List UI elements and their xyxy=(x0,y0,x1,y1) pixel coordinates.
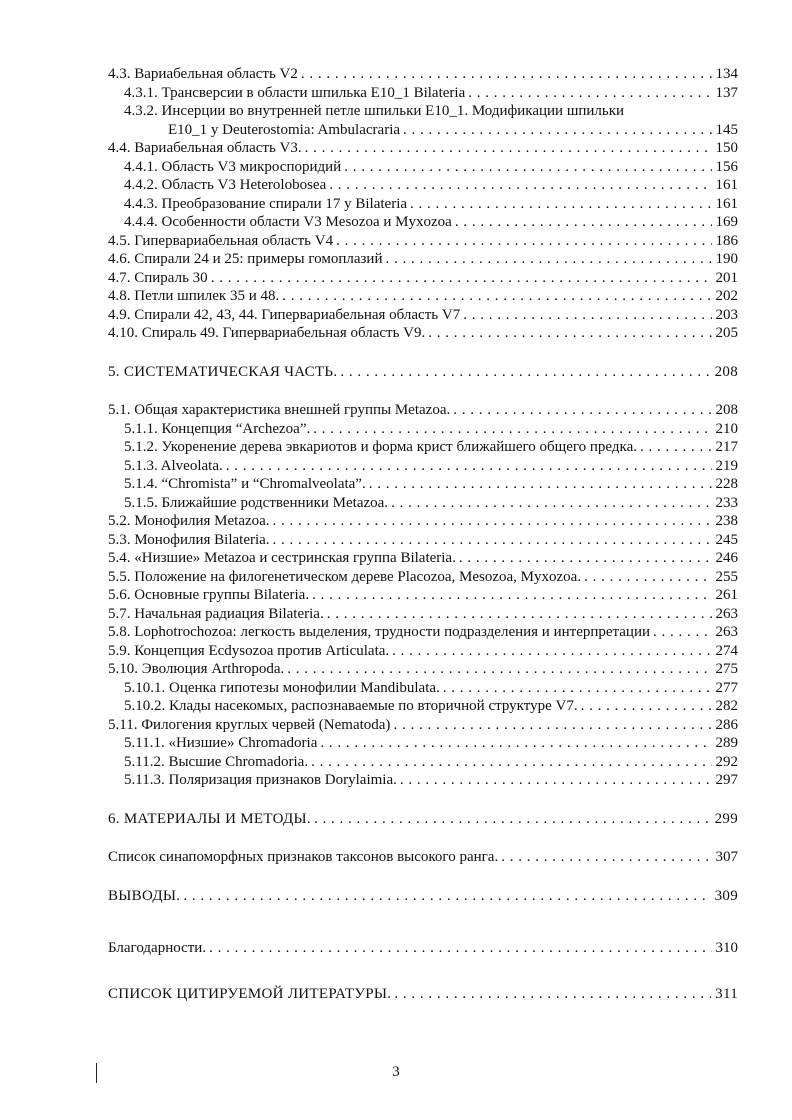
toc-entry-5-5 xyxy=(108,568,738,587)
toc-title: 5.1.3. Alveolata. xyxy=(124,457,226,476)
dot-leader xyxy=(584,568,711,587)
toc-entry-5-11-1 xyxy=(108,734,738,753)
toc-title: ВЫВОДЫ. xyxy=(108,887,183,906)
toc-entry-4-3-1 xyxy=(108,84,738,103)
toc-page: 246 xyxy=(712,549,739,568)
dot-leader xyxy=(305,139,712,158)
toc-page: 282 xyxy=(712,697,739,716)
toc-title: 5.2. Монофилия Metazoa. xyxy=(108,512,273,531)
toc-page: 134 xyxy=(712,65,739,84)
dot-leader xyxy=(501,848,711,867)
toc-title: 5.6. Основные группы Bilateria. xyxy=(108,586,312,605)
toc-title: 6. МАТЕРИАЛЫ И МЕТОДЫ. xyxy=(108,810,314,829)
toc-title: 5.9. Концепция Ecdysozoa против Articulata. xyxy=(108,642,392,661)
toc-page: 309 xyxy=(711,887,738,906)
toc-title: 5.1.4. “Chromista” и “Chromalveolata”. xyxy=(124,475,369,494)
dot-leader xyxy=(391,494,711,513)
toc-entry-conclusions xyxy=(108,887,738,906)
toc-entry-5-3 xyxy=(108,531,738,550)
dot-leader xyxy=(385,250,711,269)
toc-page: 274 xyxy=(712,642,739,661)
toc-title: 5.3. Монофилия Bilateria. xyxy=(108,531,273,550)
dot-leader xyxy=(394,985,711,1004)
dot-leader xyxy=(344,158,711,177)
toc-title: 5.10. Эволюция Arthropoda. xyxy=(108,660,287,679)
toc-page: 263 xyxy=(712,623,739,642)
toc-entry-5-1 xyxy=(108,401,738,420)
toc-page: 161 xyxy=(712,195,739,214)
toc-title: 5.1. Общая характеристика внешней группы Metazoa. xyxy=(108,401,453,420)
toc-title: 5.1.1. Концепция “Archezoa”. xyxy=(124,420,313,439)
toc-page: 275 xyxy=(712,660,739,679)
dot-leader xyxy=(400,771,712,790)
toc-page: 137 xyxy=(712,84,739,103)
toc-title: 5.11. Филогения круглых червей (Nematoda) xyxy=(108,716,393,735)
toc-title: 4.4.4. Особенности области V3 Mesozoa и Myxozoa xyxy=(124,213,455,232)
toc-page: 161 xyxy=(712,176,739,195)
toc-page: 233 xyxy=(712,494,739,513)
dot-leader xyxy=(282,287,711,306)
toc-title: 5. СИСТЕМАТИЧЕСКАЯ ЧАСТЬ. xyxy=(108,363,340,382)
dot-leader xyxy=(273,512,712,531)
toc-entry-5-1-2 xyxy=(108,438,738,457)
toc-title: 4.6. Спирали 24 и 25: примеры гомоплазий xyxy=(108,250,385,269)
toc-page: 150 xyxy=(712,139,739,158)
dot-leader xyxy=(336,232,711,251)
toc-title: 4.4. Вариабельная область V3. xyxy=(108,139,305,158)
dot-leader xyxy=(314,810,711,829)
toc-entry-5-9 xyxy=(108,642,738,661)
toc-entry-5-1-1 xyxy=(108,420,738,439)
dot-leader xyxy=(226,457,712,476)
toc-title: 4.10. Спираль 49. Гипервариабельная область V9. xyxy=(108,324,428,343)
toc-page: 203 xyxy=(712,306,739,325)
toc-page: 210 xyxy=(712,420,739,439)
toc-entry-4-4-3 xyxy=(108,195,738,214)
toc-entry-5-1-5 xyxy=(108,494,738,513)
toc-entry-4-8 xyxy=(108,287,738,306)
toc-page: 201 xyxy=(712,269,739,288)
dot-leader xyxy=(459,549,712,568)
dot-leader xyxy=(410,195,711,214)
toc-entry-5-11-3 xyxy=(108,771,738,790)
toc-page: 292 xyxy=(712,753,739,772)
toc-entry-4-6 xyxy=(108,250,738,269)
dot-leader xyxy=(273,531,712,550)
toc-title: Благодарности. xyxy=(108,939,209,958)
toc-title: 4.4.3. Преобразование спирали 17 у Bilateria xyxy=(124,195,410,214)
toc-entry-5-11 xyxy=(108,716,738,735)
dot-leader xyxy=(340,363,710,382)
toc-entry-4-4-4 xyxy=(108,213,738,232)
toc-page: 145 xyxy=(712,121,739,140)
toc-page: 245 xyxy=(712,531,739,550)
toc-entry-4-4 xyxy=(108,139,738,158)
toc-title: 5.10.1. Оценка гипотезы монофилии Mandibulata. xyxy=(124,679,443,698)
dot-leader xyxy=(443,679,712,698)
toc-page: 228 xyxy=(712,475,739,494)
toc-entry-5-1-3 xyxy=(108,457,738,476)
toc-title: 5.11.1. «Низшие» Chromadoria xyxy=(124,734,320,753)
toc-page: 286 xyxy=(712,716,739,735)
toc-entry-5-1-4 xyxy=(108,475,738,494)
toc-page: 208 xyxy=(711,363,738,382)
toc-entry-4-5 xyxy=(108,232,738,251)
toc-title: E10_1 у Deuterostomia: Ambulacraria xyxy=(168,121,403,140)
toc-title: 5.1.2. Укоренение дерева эвкариотов и форма крист ближайшего общего предка. xyxy=(124,438,640,457)
toc-title: 4.3. Вариабельная область V2 xyxy=(108,65,301,84)
toc-title: 4.8. Петли шпилек 35 и 48. xyxy=(108,287,282,306)
toc-entry-synapomorphies xyxy=(108,848,738,867)
dot-leader xyxy=(311,753,711,772)
toc-entry-6 xyxy=(108,810,738,829)
toc-entry-references xyxy=(108,985,738,1004)
dot-leader xyxy=(403,121,711,140)
toc-title: 5.11.2. Высшие Chromadoria. xyxy=(124,753,311,772)
toc-page: 261 xyxy=(712,586,739,605)
toc-page: 310 xyxy=(712,939,739,958)
toc-entry-4-3 xyxy=(108,65,738,84)
page-number: 3 xyxy=(392,1064,400,1080)
dot-leader xyxy=(301,65,712,84)
toc-page: 263 xyxy=(712,605,739,624)
toc-page: 299 xyxy=(711,810,738,829)
toc-entry-4-3-2-line1: 4.3.2. Инсерции во внутренней петле шпильки E10_1. Модификации шпильки xyxy=(124,103,625,119)
toc-page: 208 xyxy=(712,401,739,420)
dot-leader xyxy=(287,660,711,679)
toc-title: СПИСОК ЦИТИРУЕМОЙ ЛИТЕРАТУРЫ. xyxy=(108,985,394,1004)
toc-entry-5-11-2 xyxy=(108,753,738,772)
table-of-contents xyxy=(108,65,738,1003)
toc-page: 205 xyxy=(712,324,739,343)
toc-page: 289 xyxy=(712,734,739,753)
toc-title: Список синапоморфных признаков таксонов высокого ранга. xyxy=(108,848,501,867)
toc-entry-5-10-1 xyxy=(108,679,738,698)
toc-page: 307 xyxy=(712,848,739,867)
dot-leader xyxy=(392,642,711,661)
toc-title: 5.1.5. Ближайшие родственники Metazoa. xyxy=(124,494,391,513)
toc-entry-4-4-1 xyxy=(108,158,738,177)
toc-title: 4.4.2. Область V3 Heterolobosea xyxy=(124,176,329,195)
toc-title: 5.7. Начальная радиация Bilateria. xyxy=(108,605,327,624)
toc-page: 190 xyxy=(712,250,739,269)
toc-page: 169 xyxy=(712,213,739,232)
toc-entry-5-10 xyxy=(108,660,738,679)
toc-title: 4.7. Спираль 30 xyxy=(108,269,211,288)
toc-title: 5.5. Положение на филогенетическом дереве Placozoa, Mesozoa, Myxozoa. xyxy=(108,568,584,587)
toc-title: 5.8. Lophotrochozoa: легкость выделения, трудности подразделения и интерпретации xyxy=(108,623,653,642)
dot-leader xyxy=(313,420,711,439)
dot-leader xyxy=(463,306,711,325)
toc-page: 311 xyxy=(711,985,738,1004)
dot-leader xyxy=(393,716,711,735)
toc-page: 255 xyxy=(712,568,739,587)
toc-title: 5.11.3. Поляризация признаков Dorylaimia. xyxy=(124,771,400,790)
dot-leader xyxy=(581,697,712,716)
dot-leader xyxy=(468,84,711,103)
toc-title: 5.4. «Низшие» Metazoa и сестринская группа Bilateria. xyxy=(108,549,459,568)
toc-entry-5-7 xyxy=(108,605,738,624)
toc-page: 202 xyxy=(712,287,739,306)
toc-entry-5-8 xyxy=(108,623,738,642)
toc-page: 186 xyxy=(712,232,739,251)
toc-page: 219 xyxy=(712,457,739,476)
toc-entry-5-10-2 xyxy=(108,697,738,716)
toc-page: 217 xyxy=(712,438,739,457)
toc-entry-acknowledgements xyxy=(108,939,738,958)
dot-leader xyxy=(428,324,711,343)
toc-entry-4-7 xyxy=(108,269,738,288)
dot-leader xyxy=(211,269,712,288)
dot-leader xyxy=(455,213,712,232)
toc-title: 5.10.2. Клады насекомых, распознаваемые по вторичной структуре V7. xyxy=(124,697,581,716)
toc-title: 4.3.1. Трансверсии в области шпилька E10_1 Bilateria xyxy=(124,84,468,103)
toc-title: 4.4.1. Область V3 микроспоридий xyxy=(124,158,344,177)
toc-page: 238 xyxy=(712,512,739,531)
dot-leader xyxy=(369,475,712,494)
toc-page: 277 xyxy=(712,679,739,698)
toc-entry-4-9 xyxy=(108,306,738,325)
dot-leader xyxy=(312,586,711,605)
toc-title: 4.5. Гипервариабельная область V4 xyxy=(108,232,336,251)
toc-entry-5-4 xyxy=(108,549,738,568)
dot-leader xyxy=(329,176,711,195)
dot-leader xyxy=(320,734,711,753)
toc-entry-5 xyxy=(108,363,738,382)
toc-page: 297 xyxy=(712,771,739,790)
dot-leader xyxy=(453,401,711,420)
dot-leader xyxy=(653,623,711,642)
toc-page: 156 xyxy=(712,158,739,177)
toc-entry-4-3-2 xyxy=(108,121,738,140)
toc-entry-4-10 xyxy=(108,324,738,343)
toc-title: 4.9. Спирали 42, 43, 44. Гипервариабельная область V7 xyxy=(108,306,463,325)
dot-leader xyxy=(209,939,711,958)
toc-entry-5-6 xyxy=(108,586,738,605)
toc-entry-5-2 xyxy=(108,512,738,531)
dot-leader xyxy=(183,887,710,906)
toc-entry-4-4-2 xyxy=(108,176,738,195)
dot-leader xyxy=(640,438,712,457)
dot-leader xyxy=(327,605,712,624)
